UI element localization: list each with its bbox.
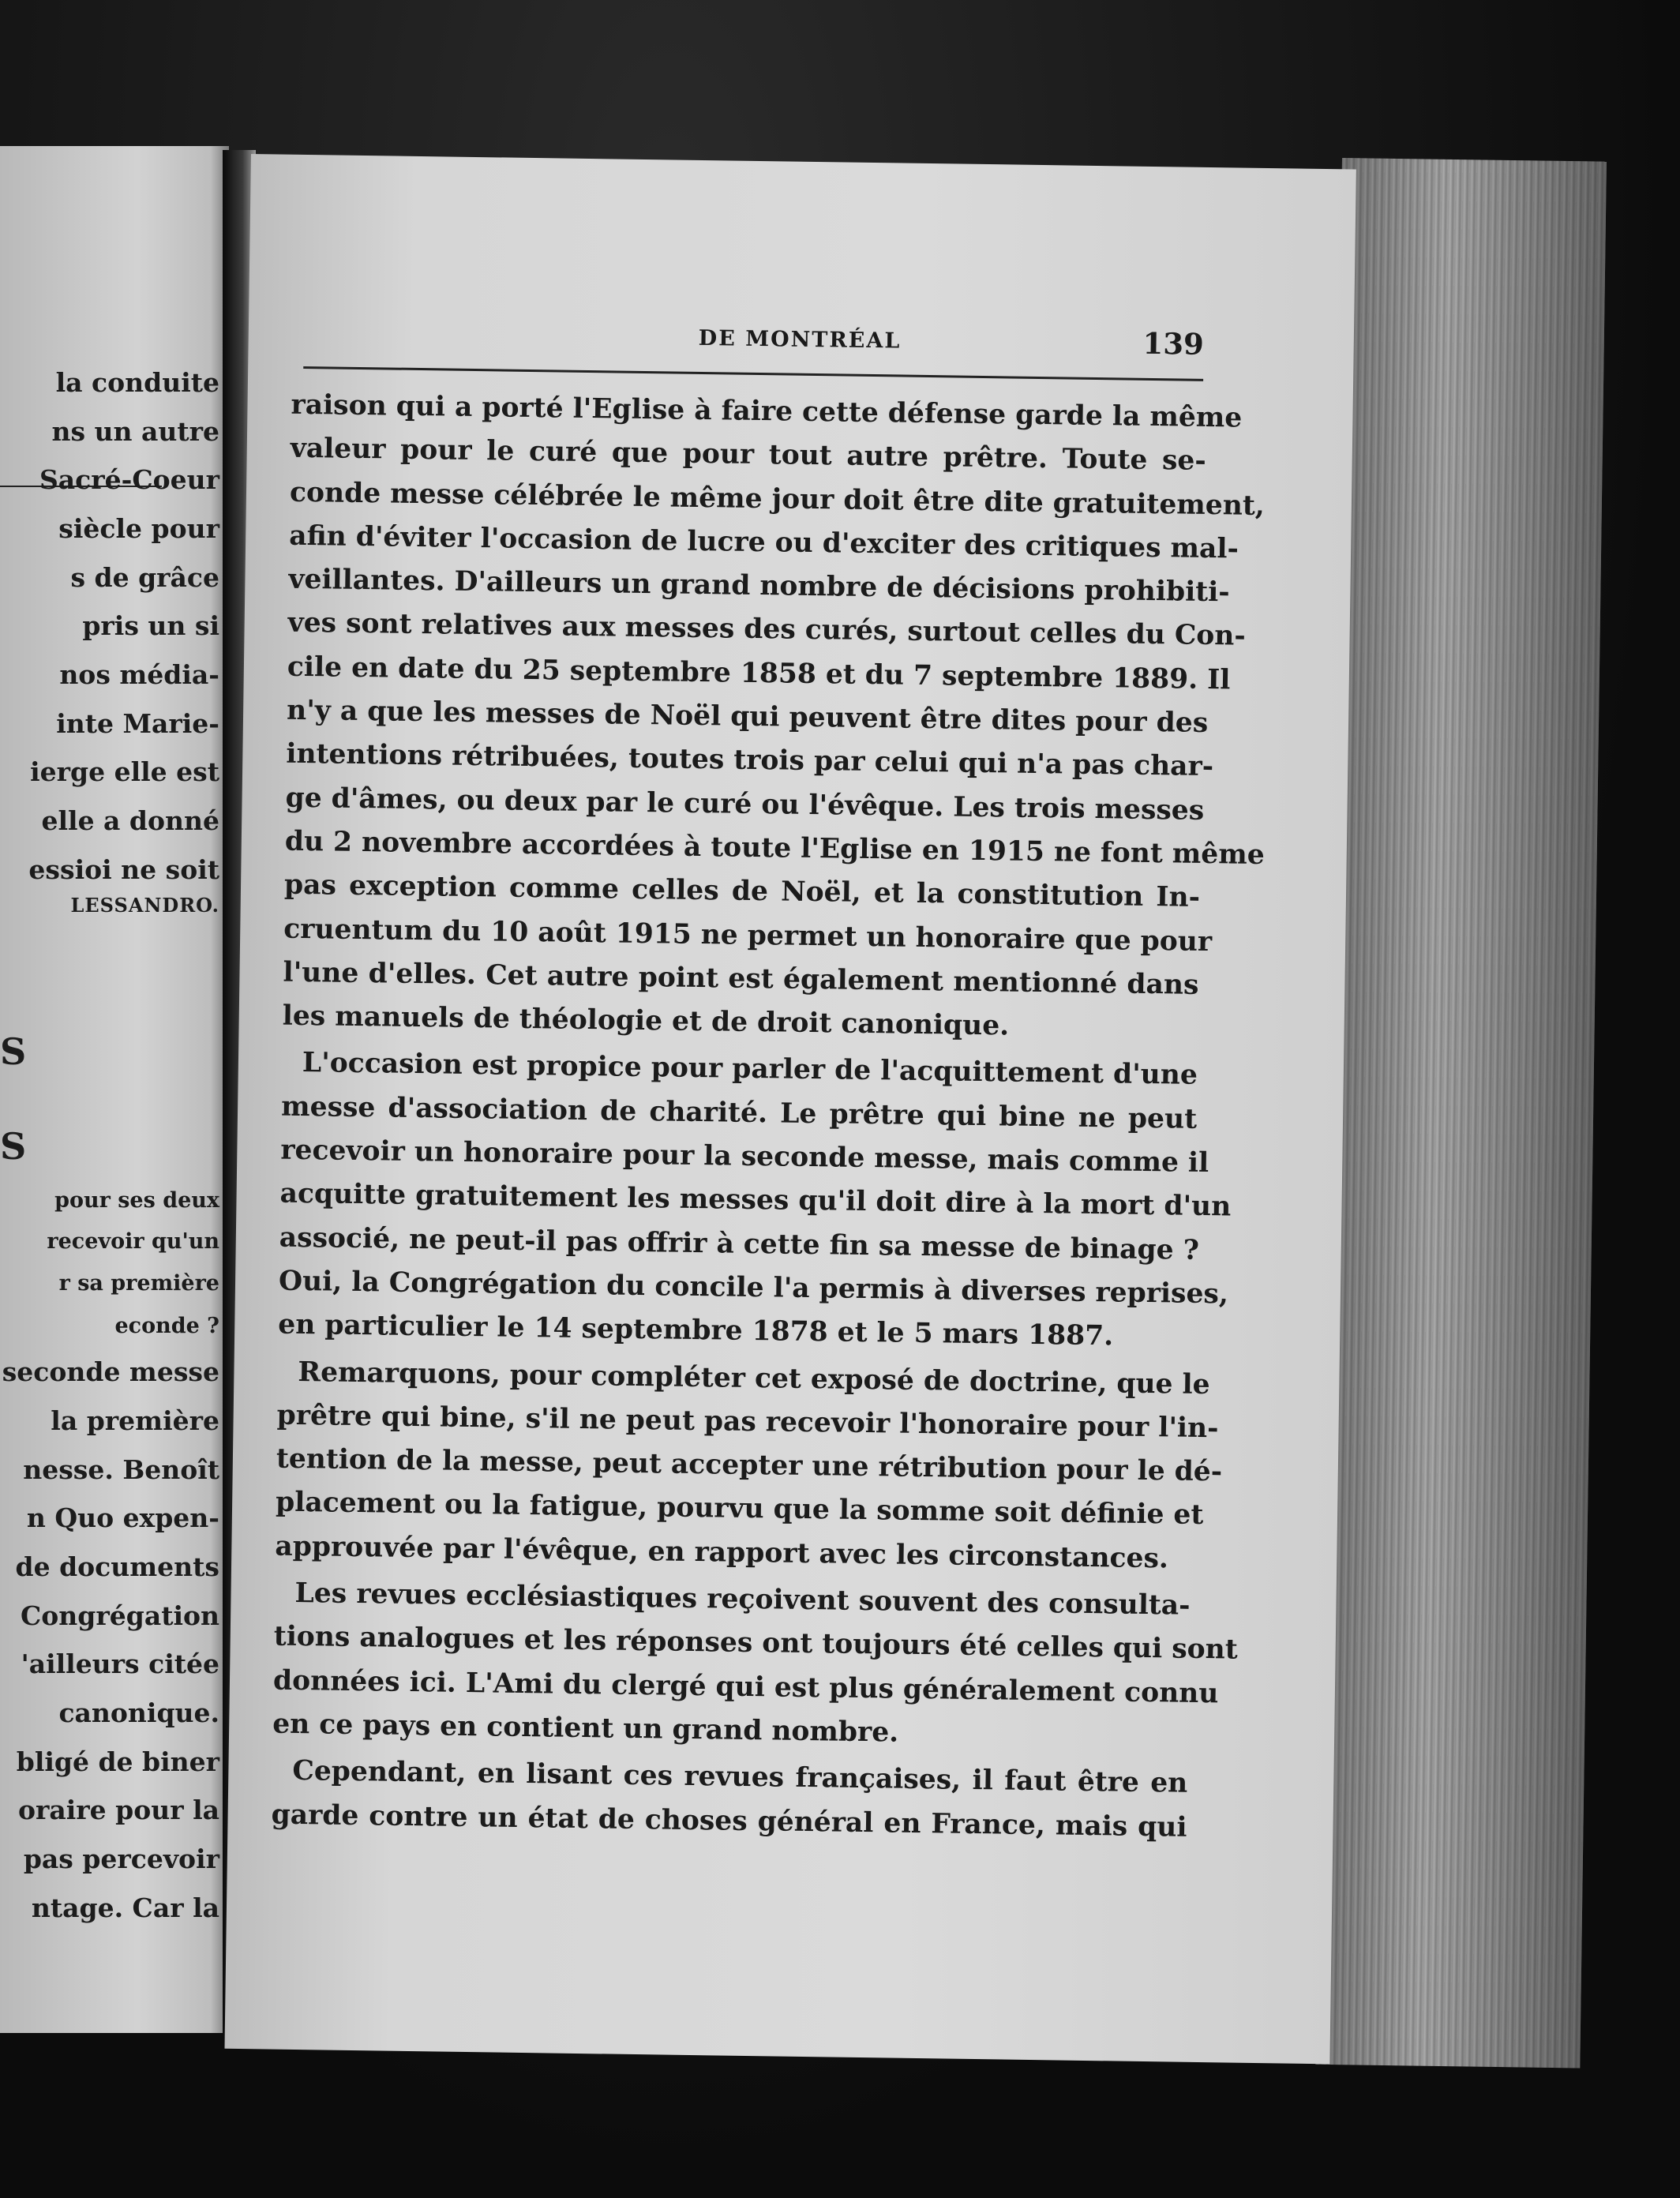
previous-page-line: ntage. Car la	[31, 1892, 219, 1923]
text-line: garde contre un état de choses général en France, mais qui	[271, 1799, 1187, 1844]
text-line: ves sont relatives aux messes des curés, surtout celles du Con-	[287, 607, 1247, 653]
previous-page-line: elle a donné	[41, 805, 219, 836]
previous-page-line: 'ailleurs citée	[21, 1648, 219, 1679]
previous-page-line: nesse. Benoît	[23, 1454, 219, 1485]
text-line: du 2 novembre accordées à toute l'Eglise en 1915 ne font même	[284, 825, 1266, 871]
text-line: en particulier le 14 septembre 1878 et le 5 mars 1887.	[278, 1308, 1114, 1352]
previous-page-line: ierge elle est	[30, 756, 219, 787]
text-line: données ici. L'Ami du clergé qui est plus généralement connu	[272, 1664, 1219, 1709]
body-text	[271, 384, 1266, 1850]
running-head: DE MONTRÉAL	[698, 325, 902, 354]
text-line: cruentum du 10 août 1915 ne permet un honoraire que pour	[283, 913, 1213, 958]
text-line: ge d'âmes, ou deux par le curé ou l'évêque. Les trois messes	[285, 782, 1205, 827]
previous-page-line: siècle pour	[58, 513, 219, 544]
text-line: afin d'éviter l'occasion de lucre ou d'exciter des critiques mal-	[288, 519, 1239, 565]
previous-page-line: essioi ne soit	[28, 854, 219, 885]
text-line: approuvée par l'évêque, en rapport avec les circonstances.	[275, 1530, 1169, 1575]
text-line: Les revues ecclésiastiques reçoivent souvent des consulta-	[294, 1577, 1191, 1622]
previous-page-line: r sa première	[58, 1271, 219, 1296]
text-line: Remarquons, pour compléter cet exposé de doctrine, que le	[298, 1356, 1210, 1401]
text-line: acquitte gratuitement les messes qu'il doit dire à la mort d'un	[279, 1177, 1232, 1223]
text-line: associé, ne peut-il pas offrir à cette fin sa messe de binage ?	[279, 1221, 1200, 1266]
previous-page-line: S	[0, 1030, 27, 1073]
page-block-edge	[1315, 158, 1607, 2068]
text-line: l'une d'elles. Cet autre point est également mentionné dans	[283, 956, 1199, 1001]
previous-page-line: oraire pour la	[17, 1795, 219, 1825]
previous-page-line: n Quo expen-	[26, 1502, 219, 1533]
previous-page-line: pour ses deux	[54, 1188, 219, 1213]
text-line: en ce pays en contient un grand nombre.	[272, 1708, 899, 1749]
current-page	[224, 154, 1356, 2064]
page-number: 139	[1142, 325, 1205, 362]
text-line: les manuels de théologie et de droit canonique.	[282, 1000, 1010, 1042]
previous-page-line: Congrégation	[21, 1600, 219, 1631]
previous-page-line: ns un autre	[51, 416, 219, 447]
previous-page-line: econde ?	[114, 1314, 219, 1338]
previous-page-line: nos média-	[59, 659, 219, 690]
previous-page-line: pris un si	[82, 610, 219, 641]
previous-page-line: s de grâce	[70, 562, 219, 593]
text-line: recevoir un honoraire pour la seconde messe, mais comme il	[280, 1134, 1209, 1180]
previous-page-line: bligé de biner	[16, 1746, 219, 1777]
text-line: L'occasion est propice pour parler de l'acquittement d'une	[302, 1047, 1198, 1092]
text-line: pas exception comme celles de Noël, et la constitution In-	[283, 868, 1201, 914]
text-line: Oui, la Congrégation du concile l'a permis à diverses reprises,	[278, 1265, 1229, 1311]
text-line: messe d'association de charité. Le prêtre qui bine ne peut	[280, 1090, 1198, 1135]
previous-page	[0, 146, 229, 2033]
text-line: tions analogues et les réponses ont toujours été celles qui sont	[273, 1620, 1238, 1666]
text-line: valeur pour le curé que pour tout autre prêtre. Toute se-	[290, 433, 1206, 478]
previous-page-line: recevoir qu'un	[47, 1229, 219, 1254]
text-line: conde messe célébrée le même jour doit être dite gratuitement,	[289, 476, 1266, 522]
page-header	[303, 321, 1204, 381]
text-line: raison qui a porté l'Eglise à faire cette défense garde la même	[291, 388, 1243, 434]
previous-page-line: inte Marie-	[56, 708, 219, 739]
previous-page-line: canonique.	[58, 1697, 219, 1728]
text-line: cile en date du 25 septembre 1858 et du 7 septembre 1889. Il	[287, 651, 1231, 696]
text-line: tention de la messe, peut accepter une rétribution pour le dé-	[276, 1442, 1223, 1488]
previous-page-line: seconde messe	[2, 1356, 219, 1387]
text-line: prêtre qui bine, s'il ne peut pas recevoir l'honoraire pour l'in-	[276, 1399, 1219, 1445]
previous-page-line: la conduite	[55, 367, 219, 398]
previous-page-line: S	[0, 1125, 27, 1168]
text-line: intentions rétribuées, toutes trois par celui qui n'a pas char-	[286, 738, 1214, 783]
text-line: Cependant, en lisant ces revues françaises, il faut être en	[292, 1755, 1188, 1799]
text-line: n'y a que les messes de Noël qui peuvent être dites pour des	[286, 694, 1209, 740]
previous-page-line: de documents	[15, 1551, 219, 1582]
previous-page-line: LESSANDRO.	[70, 894, 219, 917]
previous-page-line: la première	[51, 1405, 219, 1436]
text-line: placement ou la fatigue, pourvu que la somme soit définie et	[275, 1487, 1204, 1532]
text-line: veillantes. D'ailleurs un grand nombre de décisions prohibiti-	[288, 563, 1230, 609]
previous-page-line: Sacré-Coeur	[39, 464, 219, 495]
previous-page-line: pas percevoir	[23, 1844, 219, 1874]
